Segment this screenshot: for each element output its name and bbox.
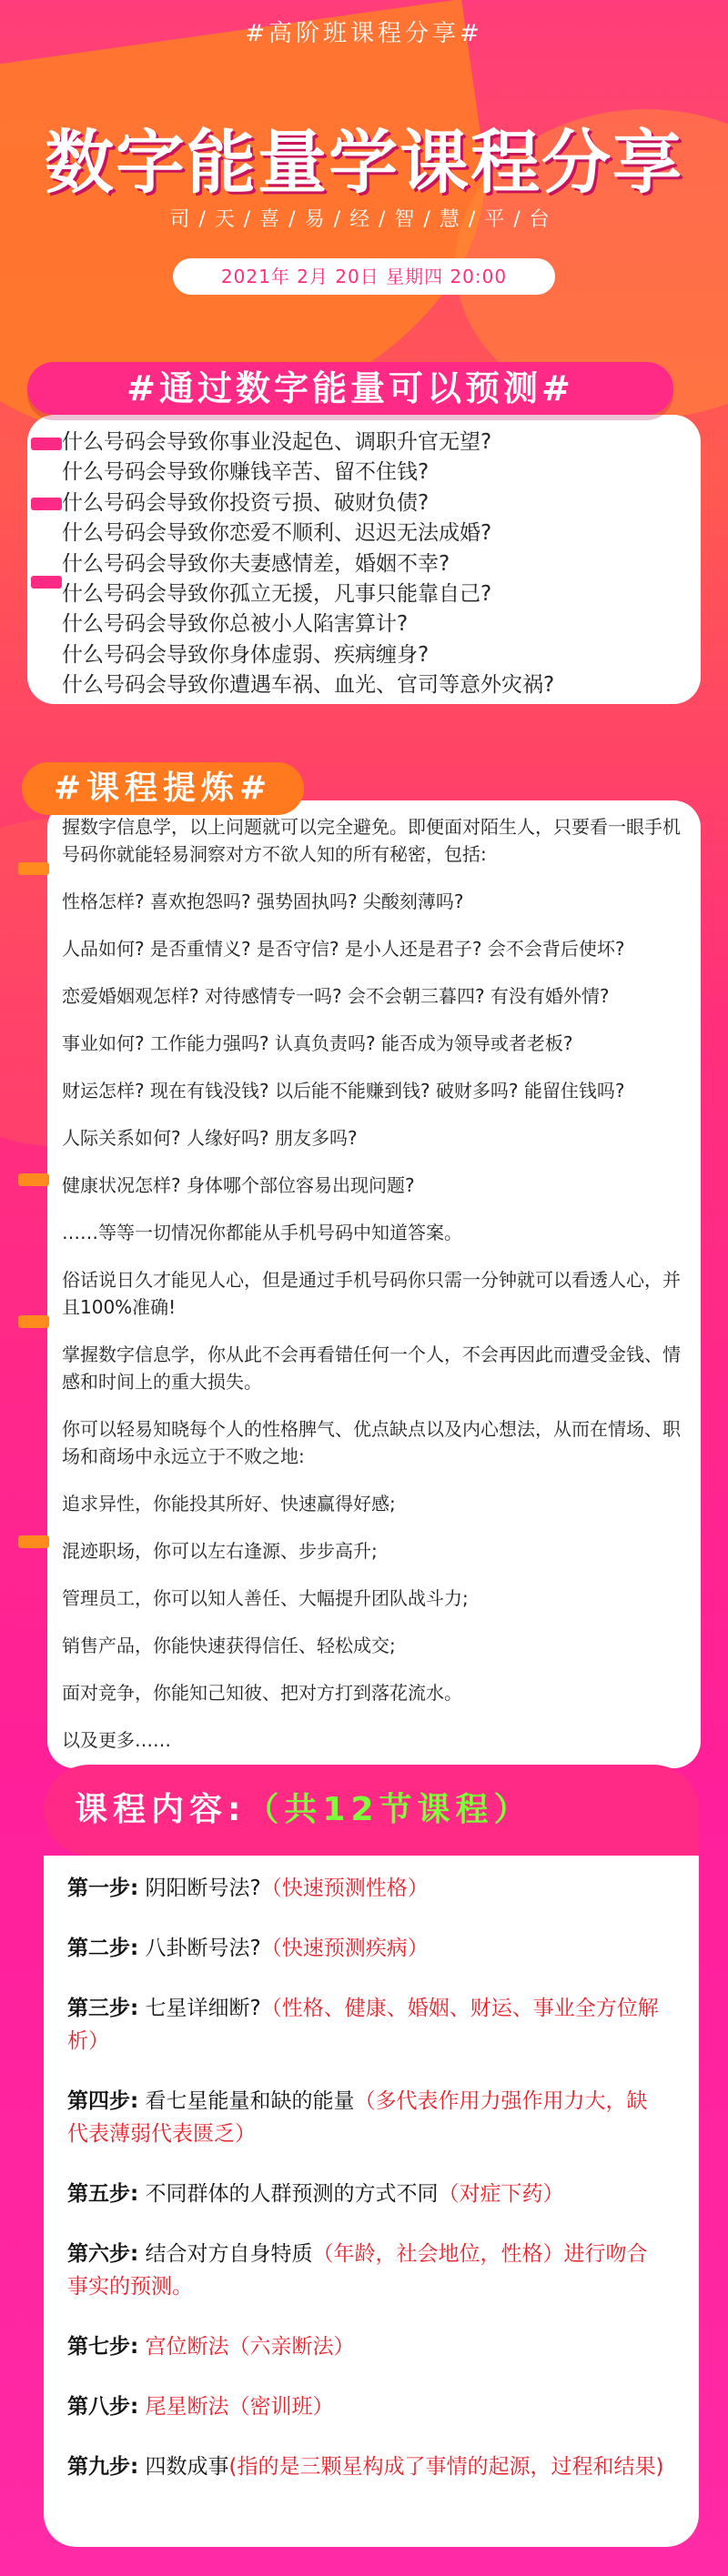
bullet-marker	[18, 862, 49, 875]
step-item	[67, 2238, 668, 2303]
paragraph: 以及更多……	[62, 1729, 171, 1751]
step-note: （年龄，社会地位，性格）进行吻合事实的预测。	[67, 2242, 648, 2299]
list-item: 什么号码会导致你身体虚弱、疾病缠身?	[62, 642, 430, 667]
step-note: 尾星断法（密训班）	[145, 2395, 334, 2419]
paragraph: 恋爱婚姻观怎样? 对待感情专一吗? 会不会朝三暮四? 有没有婚外情?	[62, 985, 610, 1007]
step-text: 阴阳断号法?	[145, 1877, 261, 1900]
list-item: 什么号码会导致你孤立无援，凡事只能靠自己?	[62, 582, 492, 607]
paragraph: 事业如何? 工作能力强吗? 认真负责吗? 能否成为领导或者老板?	[62, 1032, 573, 1054]
paragraph: 追求异性，你能投其所好、快速赢得好感;	[62, 1493, 396, 1514]
step-label: 第四步:	[67, 2089, 139, 2113]
list-item: 什么号码会导致你夫妻感情差，婚姻不幸?	[62, 551, 450, 576]
step-item	[67, 1872, 668, 1905]
paragraph: 人品如何? 是否重情义? 是否守信? 是小人还是君子? 会不会背后使坏?	[62, 938, 625, 960]
step-label: 第二步:	[67, 1937, 139, 1960]
step-note: （性格、健康、婚姻、财运、事业全方位解析）	[67, 1997, 659, 2053]
paragraph: 人际关系如何? 人缘好吗? 朋友多吗?	[62, 1127, 358, 1149]
paragraph: 俗话说日久才能见人心，但是通过手机号码你只需一分钟就可以看透人心，并且100%准确!	[62, 1269, 681, 1318]
paragraph: ……等等一切情况你都能从手机号码中知道答案。	[62, 1222, 462, 1243]
paragraph: 健康状况怎样? 身体哪个部位容易出现问题?	[62, 1174, 415, 1196]
bullet-marker	[18, 1535, 49, 1548]
paragraph: 销售产品，你能快速获得信任、轻松成交;	[62, 1635, 396, 1656]
step-label: 第七步:	[67, 2335, 139, 2359]
page-title: 数字能量学课程分享	[45, 122, 683, 203]
bullet-marker	[31, 576, 62, 589]
step-note: 宫位断法（六亲断法）	[145, 2335, 355, 2359]
step-text: 不同群体的人群预测的方式不同	[145, 2182, 439, 2206]
step-item	[67, 2450, 668, 2483]
step-item	[67, 1992, 668, 2058]
step-label: 第五步:	[67, 2182, 139, 2206]
list-item: 什么号码会导致你总被小人陷害算计?	[62, 612, 409, 637]
list-item: 什么号码会导致你遭遇车祸、血光、官司等意外灾祸?	[62, 673, 555, 698]
section-banner-content	[44, 1765, 699, 1856]
step-note: (指的是三颗星构成了事情的起源，过程和结果)	[228, 2455, 664, 2479]
step-label: 第八步:	[67, 2395, 139, 2419]
step-item	[67, 2390, 668, 2423]
step-label: 第三步:	[67, 1997, 139, 2020]
banner-highlight: （共12节课程）	[246, 1791, 532, 1828]
paragraph: 握数字信息学，以上问题就可以完全避免。即便面对陌生人，只要看一眼手机号码你就能轻易洞察对方不欲人知的所有秘密，包括:	[62, 816, 681, 865]
date-badge: 2021年 2月 20日 星期四 20:00	[173, 258, 555, 295]
bullet-marker	[31, 498, 62, 510]
page-subtitle: 司/天/喜/易/经/智/慧/平/台	[169, 208, 559, 231]
step-note: （对症下药）	[438, 2182, 564, 2206]
step-text: 七星详细断?	[145, 1997, 261, 2020]
section-banner-summary: #课程提炼#	[22, 762, 304, 815]
list-item: 什么号码会导致你恋爱不顺利、迟迟无法成婚?	[62, 521, 492, 546]
list-item: 什么号码会导致你赚钱辛苦、留不住钱?	[62, 460, 430, 485]
paragraph: 管理员工，你可以知人善任、大幅提升团队战斗力;	[62, 1587, 469, 1609]
list-item: 什么号码会导致你投资亏损、破财负债?	[62, 490, 430, 515]
step-note: （多代表作用力强作用力大，缺代表薄弱代表匮乏）	[67, 2089, 648, 2146]
step-label: 第六步:	[67, 2242, 139, 2266]
step-list	[67, 1872, 668, 2511]
step-text: 看七星能量和缺的能量	[145, 2089, 355, 2113]
banner-prefix: 课程内容:	[75, 1791, 247, 1828]
step-note: （快速预测性格）	[260, 1877, 429, 1900]
bullet-marker	[18, 1173, 49, 1186]
paragraph: 性格怎样? 喜欢抱怨吗? 强势固执吗? 尖酸刻薄吗?	[62, 891, 464, 912]
section-banner-predict: #通过数字能量可以预测#	[27, 362, 673, 415]
step-item	[67, 2330, 668, 2363]
step-item	[67, 2178, 668, 2210]
step-text: 八卦断号法?	[145, 1937, 261, 1960]
step-item	[67, 2085, 668, 2150]
step-item	[67, 1932, 668, 1965]
step-label: 第一步:	[67, 1877, 139, 1900]
list-item: 什么号码会导致你事业没起色、调职升官无望?	[62, 430, 492, 454]
paragraph: 面对竞争，你能知己知彼、把对方打到落花流水。	[62, 1682, 462, 1704]
step-note: （快速预测疾病）	[260, 1937, 429, 1960]
bullet-marker	[18, 1315, 49, 1328]
paragraph: 财运怎样? 现在有钱没钱? 以后能不能赚到钱? 破财多吗? 能留住钱吗?	[62, 1080, 625, 1102]
question-list	[62, 428, 699, 701]
paragraph: 你可以轻易知晓每个人的性格脾气、优点缺点以及内心想法，从而在情场、职场和商场中永远立于不败之地:	[62, 1418, 681, 1467]
header-tag: #高阶班课程分享#	[245, 20, 483, 47]
step-text: 四数成事	[145, 2455, 229, 2479]
step-text: 结合对方自身特质	[145, 2242, 313, 2266]
paragraph: 掌握数字信息学，你从此不会再看错任何一个人，不会再因此而遭受金钱、情感和时间上的重大损失。	[62, 1343, 681, 1393]
step-label: 第九步:	[67, 2455, 139, 2479]
bullet-marker	[31, 438, 62, 450]
summary-text	[62, 813, 690, 1774]
paragraph: 混迹职场，你可以左右逢源、步步高升;	[62, 1540, 378, 1562]
